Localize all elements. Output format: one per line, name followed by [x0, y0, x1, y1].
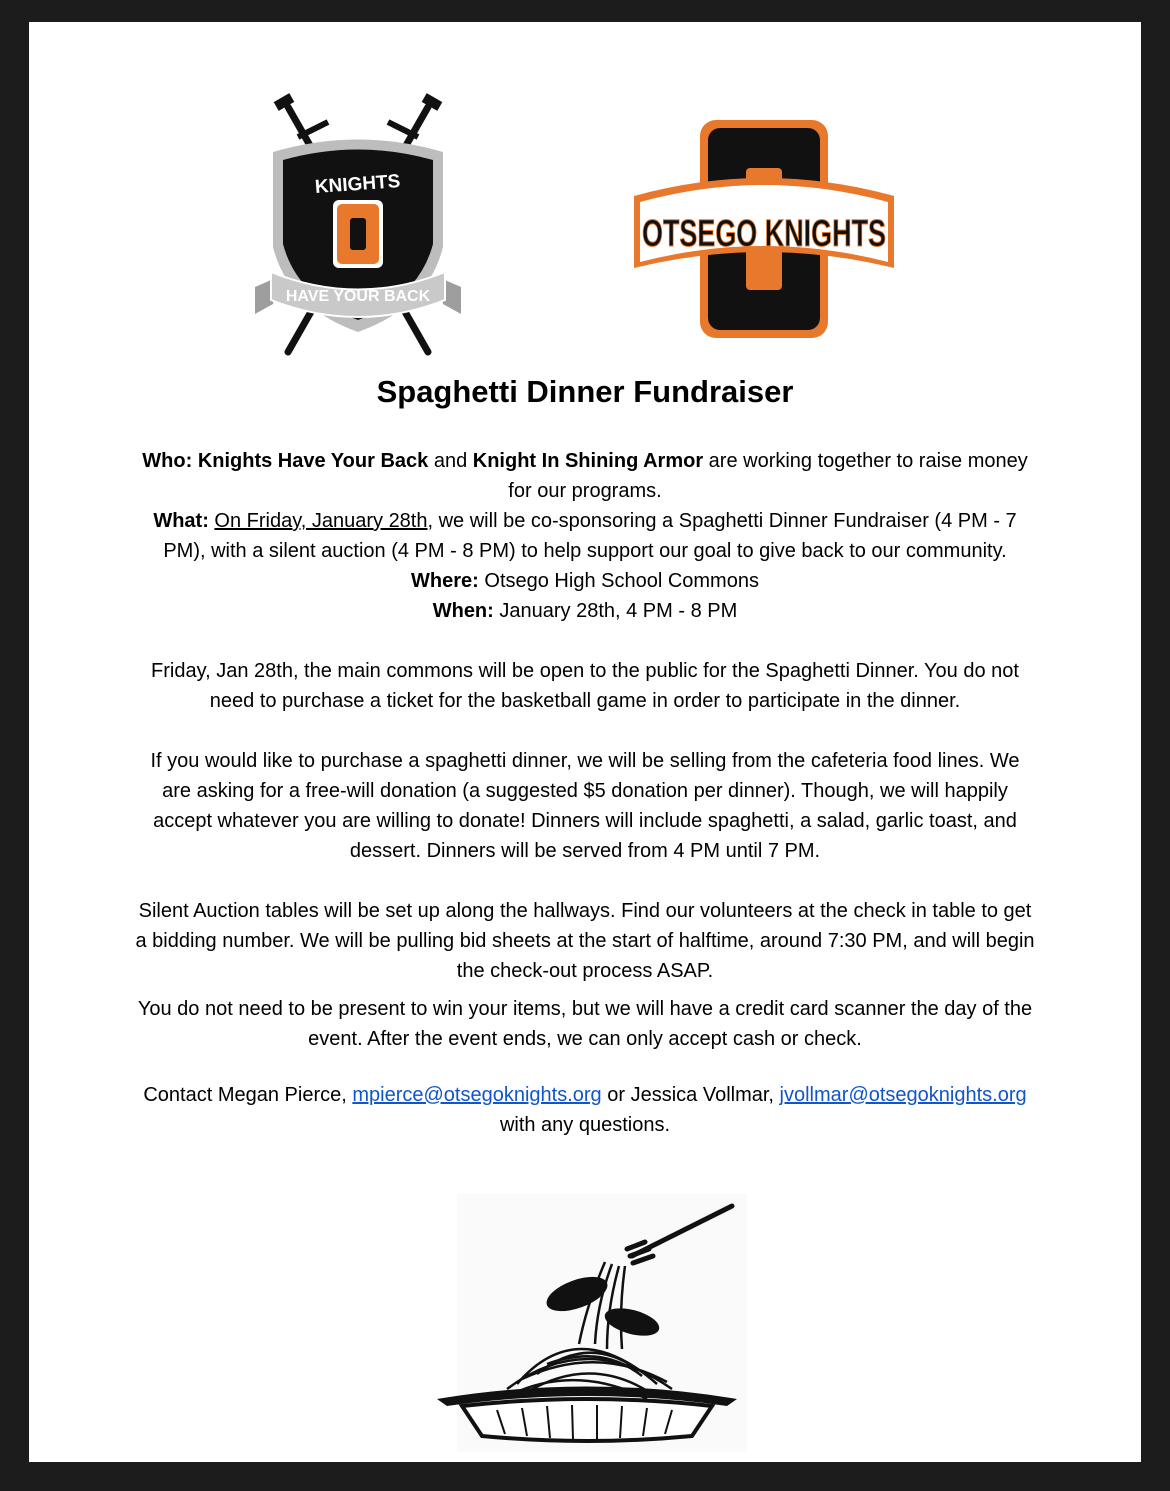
- document-page: [29, 22, 1141, 1462]
- contact-prefix: Contact Megan Pierce,: [143, 1084, 347, 1106]
- page-title: Spaghetti Dinner Fundraiser: [376, 374, 794, 409]
- email-link-jessica[interactable]: jvollmar@otsegoknights.org: [779, 1084, 1027, 1106]
- email-link-megan[interactable]: mpierce@otsegoknights.org: [352, 1084, 602, 1106]
- document-body: [29, 446, 1141, 1140]
- who-and: and: [433, 450, 468, 472]
- paragraph-dinner: If you would like to purchase a spaghetti dinner, we will be selling from the cafeteria food lines. We are asking for a free-will donation (a suggested $5 donation per dinner). Though, we will happily accept whatever you are willing to donate! Dinners will include spaghetti, a salad, garlic toast, and dessert. Dinners will be served from 4 PM until 7 PM.: [150, 750, 1020, 862]
- what-label: What:: [153, 510, 209, 532]
- spaghetti-plate-icon: [427, 1194, 745, 1452]
- when-value: January 28th, 4 PM - 8 PM: [499, 600, 738, 622]
- who-line: [135, 446, 1035, 506]
- logo-banner-text: HAVE YOUR BACK: [285, 288, 431, 305]
- contact-suffix: with any questions.: [499, 1114, 671, 1136]
- what-line: [135, 506, 1035, 566]
- org-knights-have-your-back: Knights Have Your Back: [197, 450, 429, 472]
- contact-line: [135, 1080, 1035, 1140]
- paragraph-commons: Friday, Jan 28th, the main commons will be open to the public for the Spaghetti Dinner. You do not need to purchase a ticket for the basketball game in order to participate in the dinner.: [151, 660, 1019, 712]
- paragraph-payment: You do not need to be present to win your items, but we will have a credit card scanner the day of the event. After the event ends, we can only accept cash or check.: [137, 998, 1033, 1050]
- logo-wordmark-text: OTSEGO KNIGHTS: [642, 213, 886, 255]
- where-line: [29, 566, 1141, 596]
- what-rest: , we will be co-sponsoring a Spaghetti Dinner Fundraiser (4 PM - 7 PM), with a silent auction (4 PM - 8 PM) to help support our goal to give back to our community.: [163, 510, 1017, 562]
- otsego-knights-logo: [632, 118, 896, 340]
- logo-knights-text: KNIGHTS: [314, 171, 401, 198]
- event-date: On Friday, January 28th: [214, 510, 428, 532]
- who-rest: are working together to raise money for our programs.: [508, 450, 1028, 502]
- when-label: When:: [432, 600, 494, 622]
- paragraph-auction: Silent Auction tables will be set up along the hallways. Find our volunteers at the check in table to get a bidding number. We will be pulling bid sheets at the start of halftime, around 7:30 PM, and will begin the check-out process ASAP.: [135, 900, 1035, 982]
- org-knight-in-shining-armor: Knight In Shining Armor: [472, 450, 704, 472]
- who-label: Who:: [142, 450, 193, 472]
- where-label: Where:: [411, 570, 479, 592]
- where-value: Otsego High School Commons: [484, 570, 759, 592]
- contact-middle: or Jessica Vollmar,: [607, 1084, 774, 1106]
- when-line: [29, 596, 1141, 626]
- knights-have-your-back-logo: [253, 82, 463, 367]
